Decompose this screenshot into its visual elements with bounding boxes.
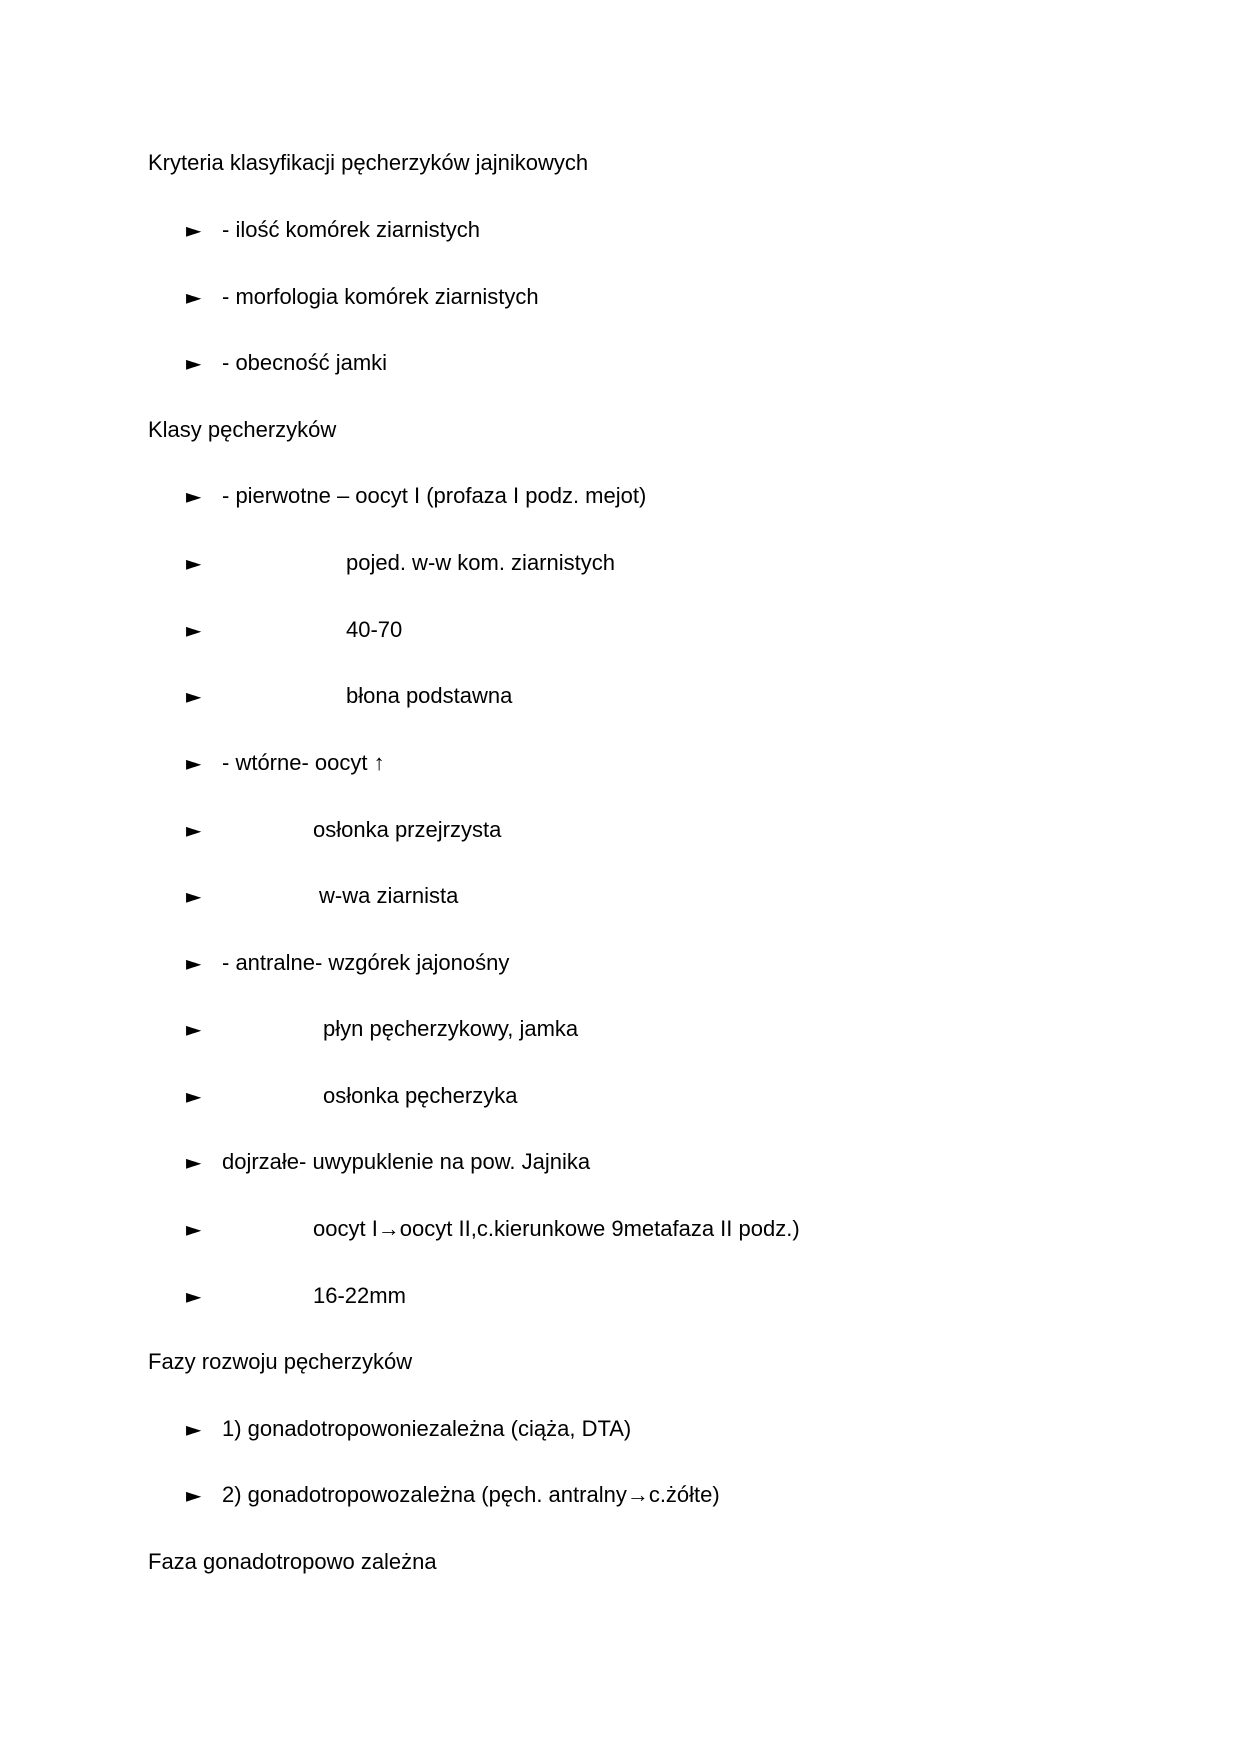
bullet-arrow-icon: ► xyxy=(186,884,202,908)
bullet-arrow-icon: ► xyxy=(186,551,202,575)
list-item-text: 1) gonadotropowoniezależna (ciąża, DTA) xyxy=(222,1416,632,1441)
list-item-text: dojrzałe- uwypuklenie na pow. Jajnika xyxy=(222,1149,591,1174)
list-item-text: oocyt I→oocyt II,c.kierunkowe 9metafaza II podz.) xyxy=(313,1216,800,1241)
bullet-arrow-icon: ► xyxy=(186,951,202,975)
bullet-arrow-icon: ► xyxy=(186,285,202,309)
bullet-arrow-icon: ► xyxy=(186,1284,202,1308)
bullet-arrow-icon: ► xyxy=(186,1217,202,1241)
bullet-arrow-icon: ► xyxy=(186,1017,202,1041)
bullet-arrow-icon: ► xyxy=(186,484,202,508)
bullet-arrow-icon: ► xyxy=(186,684,202,708)
list-item-text: - ilość komórek ziarnistych xyxy=(222,217,480,242)
bullet-arrow-icon: ► xyxy=(186,751,202,775)
section-heading-phases: Fazy rozwoju pęcherzyków xyxy=(148,1349,413,1374)
list-item-text: - wtórne- oocyt ↑ xyxy=(222,750,385,775)
list-item-text: - morfologia komórek ziarnistych xyxy=(222,284,539,309)
list-item-text: - antralne- wzgórek jajonośny xyxy=(222,950,510,975)
list-item-text: w-wa ziarnista xyxy=(319,883,459,908)
section-heading-gonadotropin-dependent: Faza gonadotropowo zależna xyxy=(148,1549,437,1574)
list-item-text: 16-22mm xyxy=(313,1283,406,1308)
bullet-arrow-icon: ► xyxy=(186,1150,202,1174)
list-item-text: pojed. w-w kom. ziarnistych xyxy=(346,550,615,575)
bullet-arrow-icon: ► xyxy=(186,818,202,842)
bullet-arrow-icon: ► xyxy=(186,1084,202,1108)
bullet-arrow-icon: ► xyxy=(186,218,202,242)
bullet-arrow-icon: ► xyxy=(186,1417,202,1441)
list-item-text: 2) gonadotropowozależna (pęch. antralny→c.żółte) xyxy=(222,1482,720,1507)
bullet-arrow-icon: ► xyxy=(186,618,202,642)
section-heading-criteria: Kryteria klasyfikacji pęcherzyków jajnikowych xyxy=(148,150,589,175)
bullet-arrow-icon: ► xyxy=(186,1483,202,1507)
section-heading-classes: Klasy pęcherzyków xyxy=(148,417,337,442)
list-item-text: 40-70 xyxy=(346,617,403,642)
list-item-text: osłonka pęcherzyka xyxy=(323,1083,518,1108)
list-item-text: - obecność jamki xyxy=(222,350,388,375)
list-item-text: błona podstawna xyxy=(346,683,513,708)
list-item-text: płyn pęcherzykowy, jamka xyxy=(323,1016,579,1041)
bullet-arrow-icon: ► xyxy=(186,351,202,375)
list-item-text: - pierwotne – oocyt I (profaza I podz. mejot) xyxy=(222,483,647,508)
list-item-text: osłonka przejrzysta xyxy=(313,817,502,842)
